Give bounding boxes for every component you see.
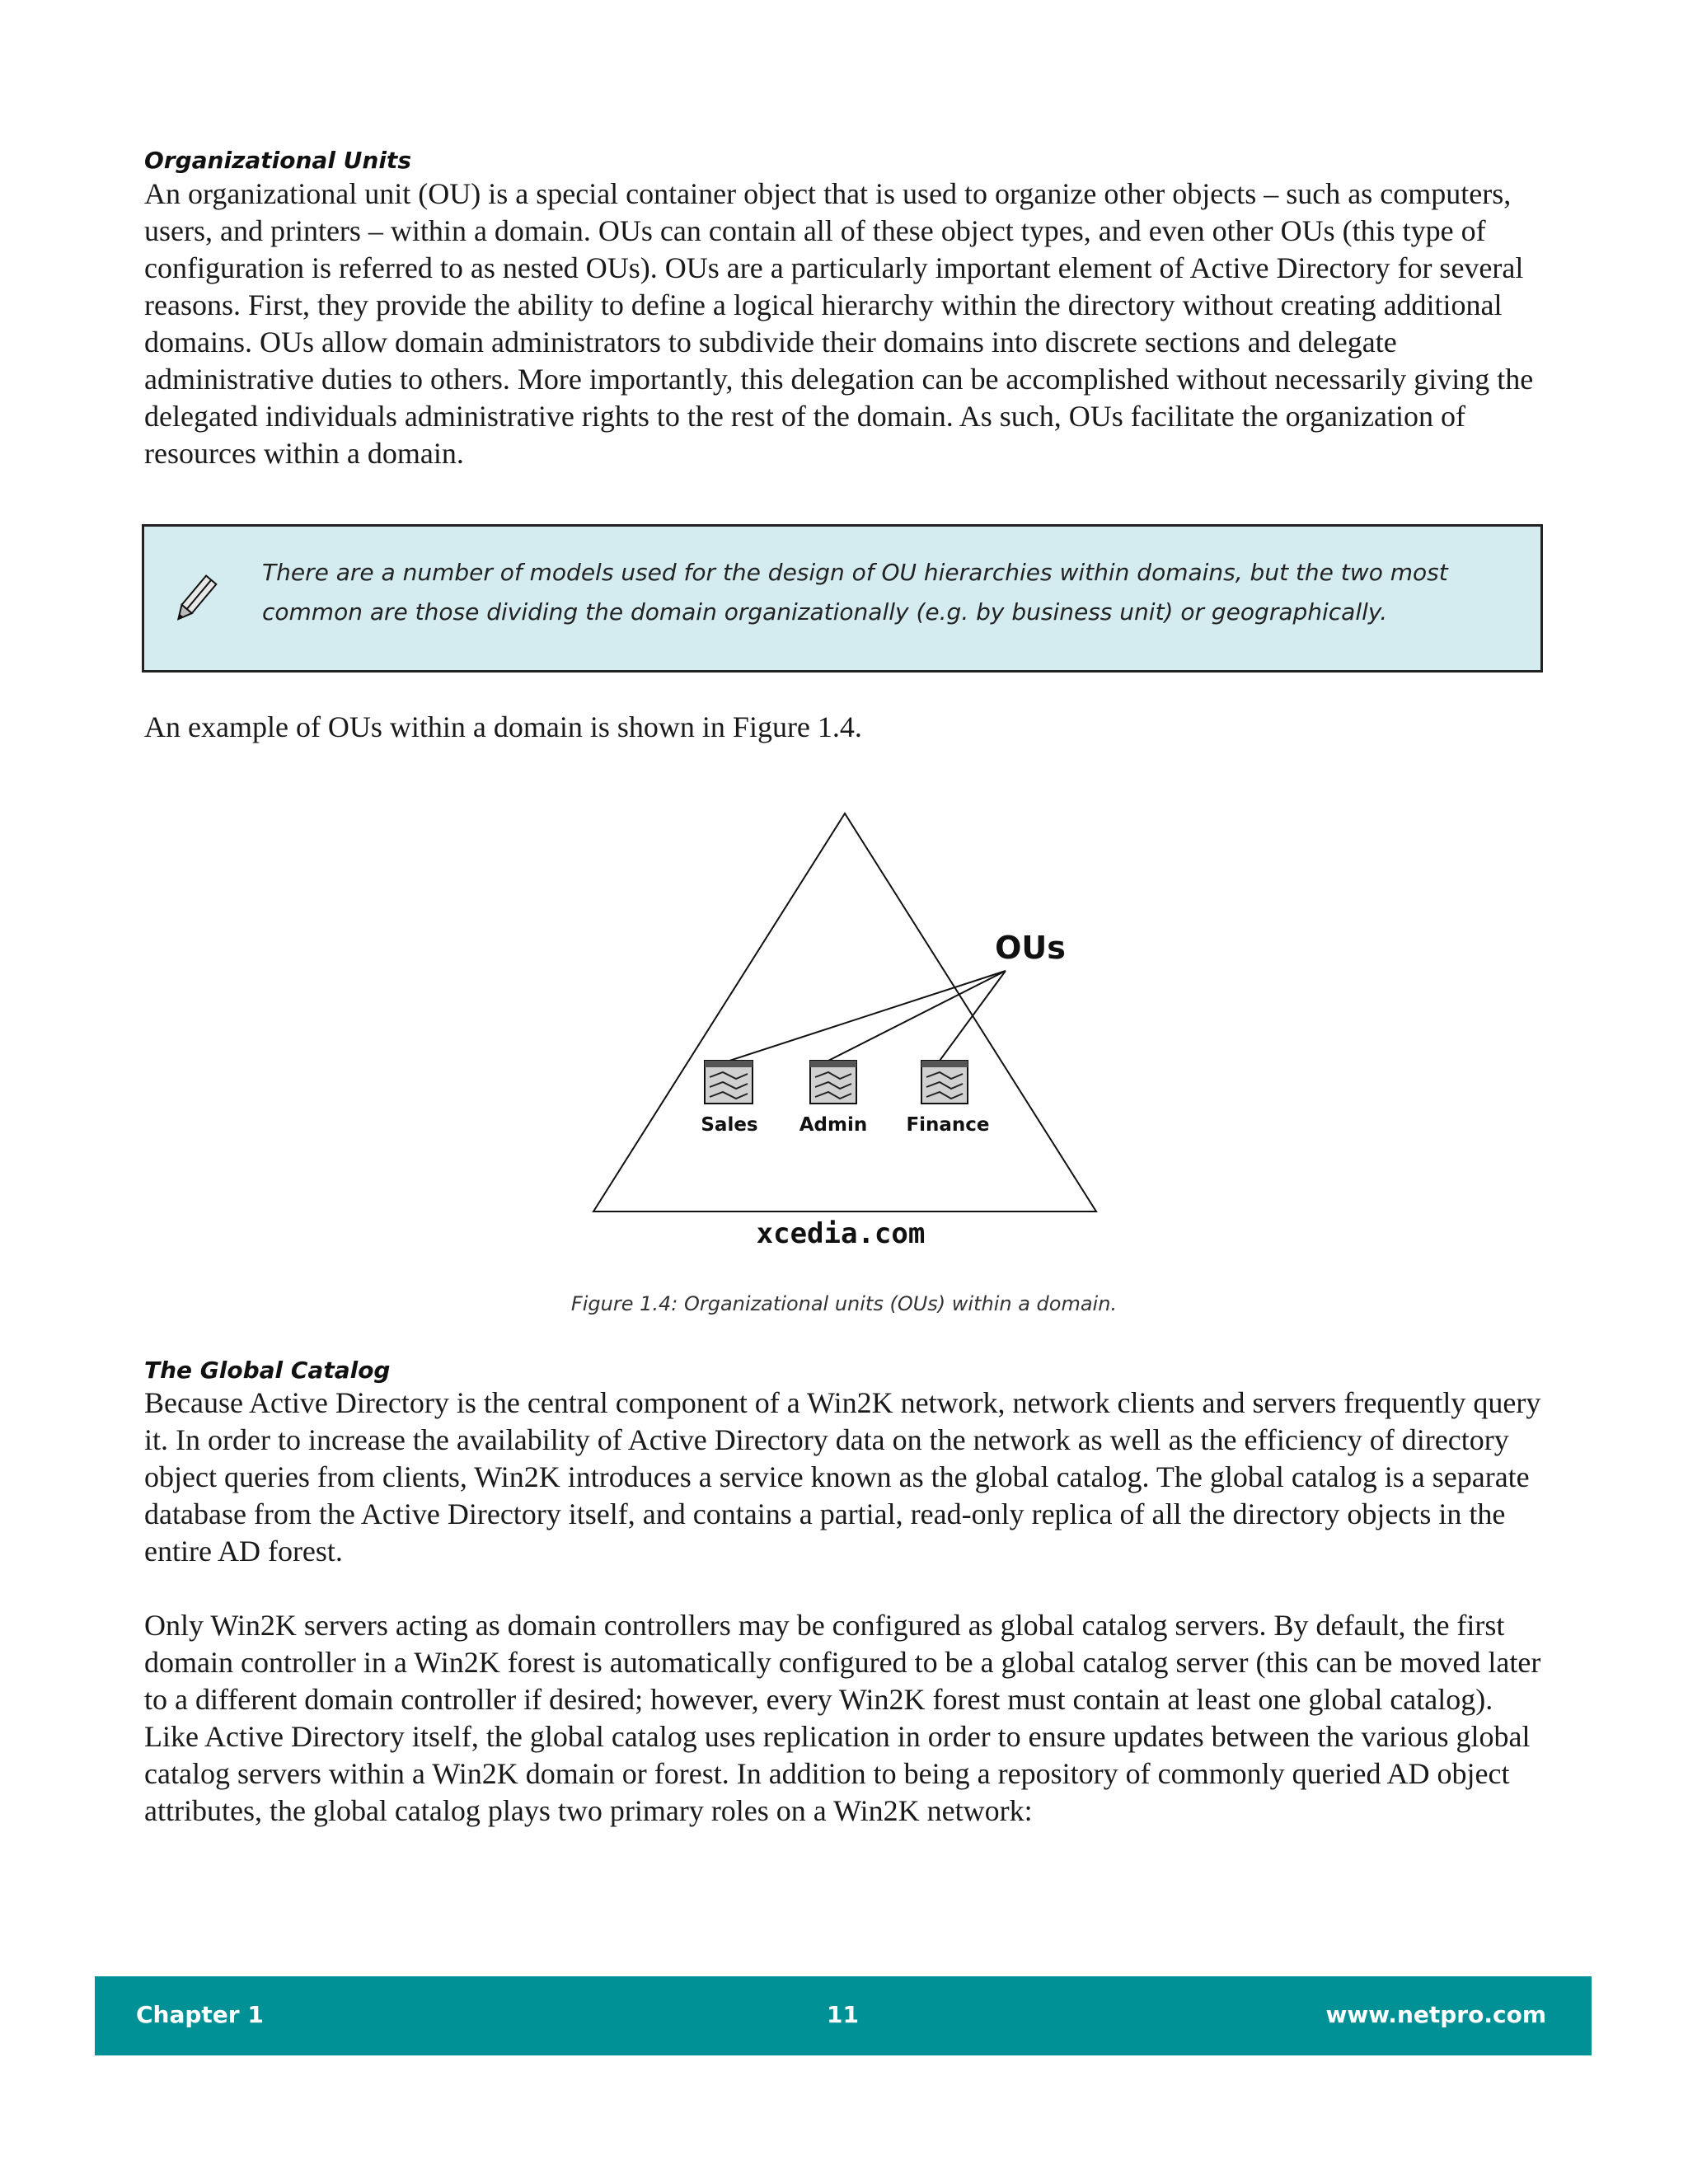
section-heading-global-catalog: The Global Catalog [144, 1357, 391, 1384]
paragraph: An example of OUs within a domain is shown in Figure 1.4. [144, 710, 862, 743]
ou-folder-finance-icon [921, 1061, 968, 1104]
ou-folder-sales-icon [705, 1061, 753, 1104]
note-text: There are a number of models used for the design of OU hierarchies within domains, but the two most common are those dividing the domain organizationally (e.g. by business unit) or geographically. [262, 559, 1448, 626]
ou-label-sales: Sales [701, 1114, 758, 1136]
ou-domain-diagram [577, 804, 1113, 1265]
section-paragraph-organizational-units [144, 176, 1545, 472]
section-heading-organizational-units: Organizational Units [144, 147, 411, 174]
ou-label-finance: Finance [906, 1114, 990, 1136]
ous-label: OUs [995, 930, 1066, 966]
ou-folder-admin-icon [810, 1061, 856, 1104]
connector-line-admin [828, 971, 1006, 1061]
domain-triangle [593, 813, 1096, 1212]
pencil-icon [169, 572, 218, 630]
footer-website-link[interactable]: www.netpro.com [1325, 2001, 1546, 2028]
page-footer [95, 1976, 1592, 2055]
paragraph: An organizational unit (OU) is a special container object that is used to organize other objects – such as computers, users, and printers – within a domain. OUs can contain all of these object types, and even other OUs (this type of configuration is referred to as nested OUs). OUs are a particularly important element of Active Directory for several reasons. First, they provide the ability to define a logical hierarchy within the directory without creating additional domains. OUs allow domain administrators to subdivide their domains into discrete sections and delegate administrative duties to others. More importantly, this delegation can be accomplished without necessarily giving the delegated individuals administrative rights to the rest of the domain. As such, OUs facilitate the organization of resources within a domain. [144, 177, 1534, 470]
section-body-global-catalog [144, 1385, 1545, 1830]
connector-line-sales [729, 971, 1006, 1061]
domain-label: xcedia.com [756, 1217, 926, 1250]
footer-chapter: Chapter 1 [136, 2001, 264, 2028]
paragraph: Because Active Directory is the central component of a Win2K network, network clients and servers frequently query it. In order to increase the availability of Active Directory data on the network as well as the efficiency of directory object queries from clients, Win2K introduces a service known as the global catalog. The global catalog is a separate database from the Active Directory itself, and contains a partial, read-only replica of all the directory objects in the entire AD forest. [144, 1386, 1541, 1568]
note-box [142, 524, 1543, 673]
connector-line-finance [940, 971, 1006, 1061]
footer-page-number: 11 [827, 2001, 859, 2028]
paragraph: Only Win2K servers acting as domain controllers may be configured as global catalog servers. By default, the first domain controller in a Win2K forest is automatically configured to be a global catalog server (this can be moved later to a different domain controller if desired; however, every Win2K forest must contain at least one global catalog). Like Active Directory itself, the global catalog uses replication in order to ensure updates between the various global catalog servers within a Win2K domain or forest. In addition to being a repository of commonly queried AD object attributes, the global catalog plays two primary roles on a Win2K network: [144, 1609, 1541, 1827]
figure-intro [144, 709, 1545, 746]
ou-label-admin: Admin [799, 1114, 868, 1136]
figure-caption: Figure 1.4: Organizational units (OUs) within a domain. [570, 1292, 1118, 1315]
